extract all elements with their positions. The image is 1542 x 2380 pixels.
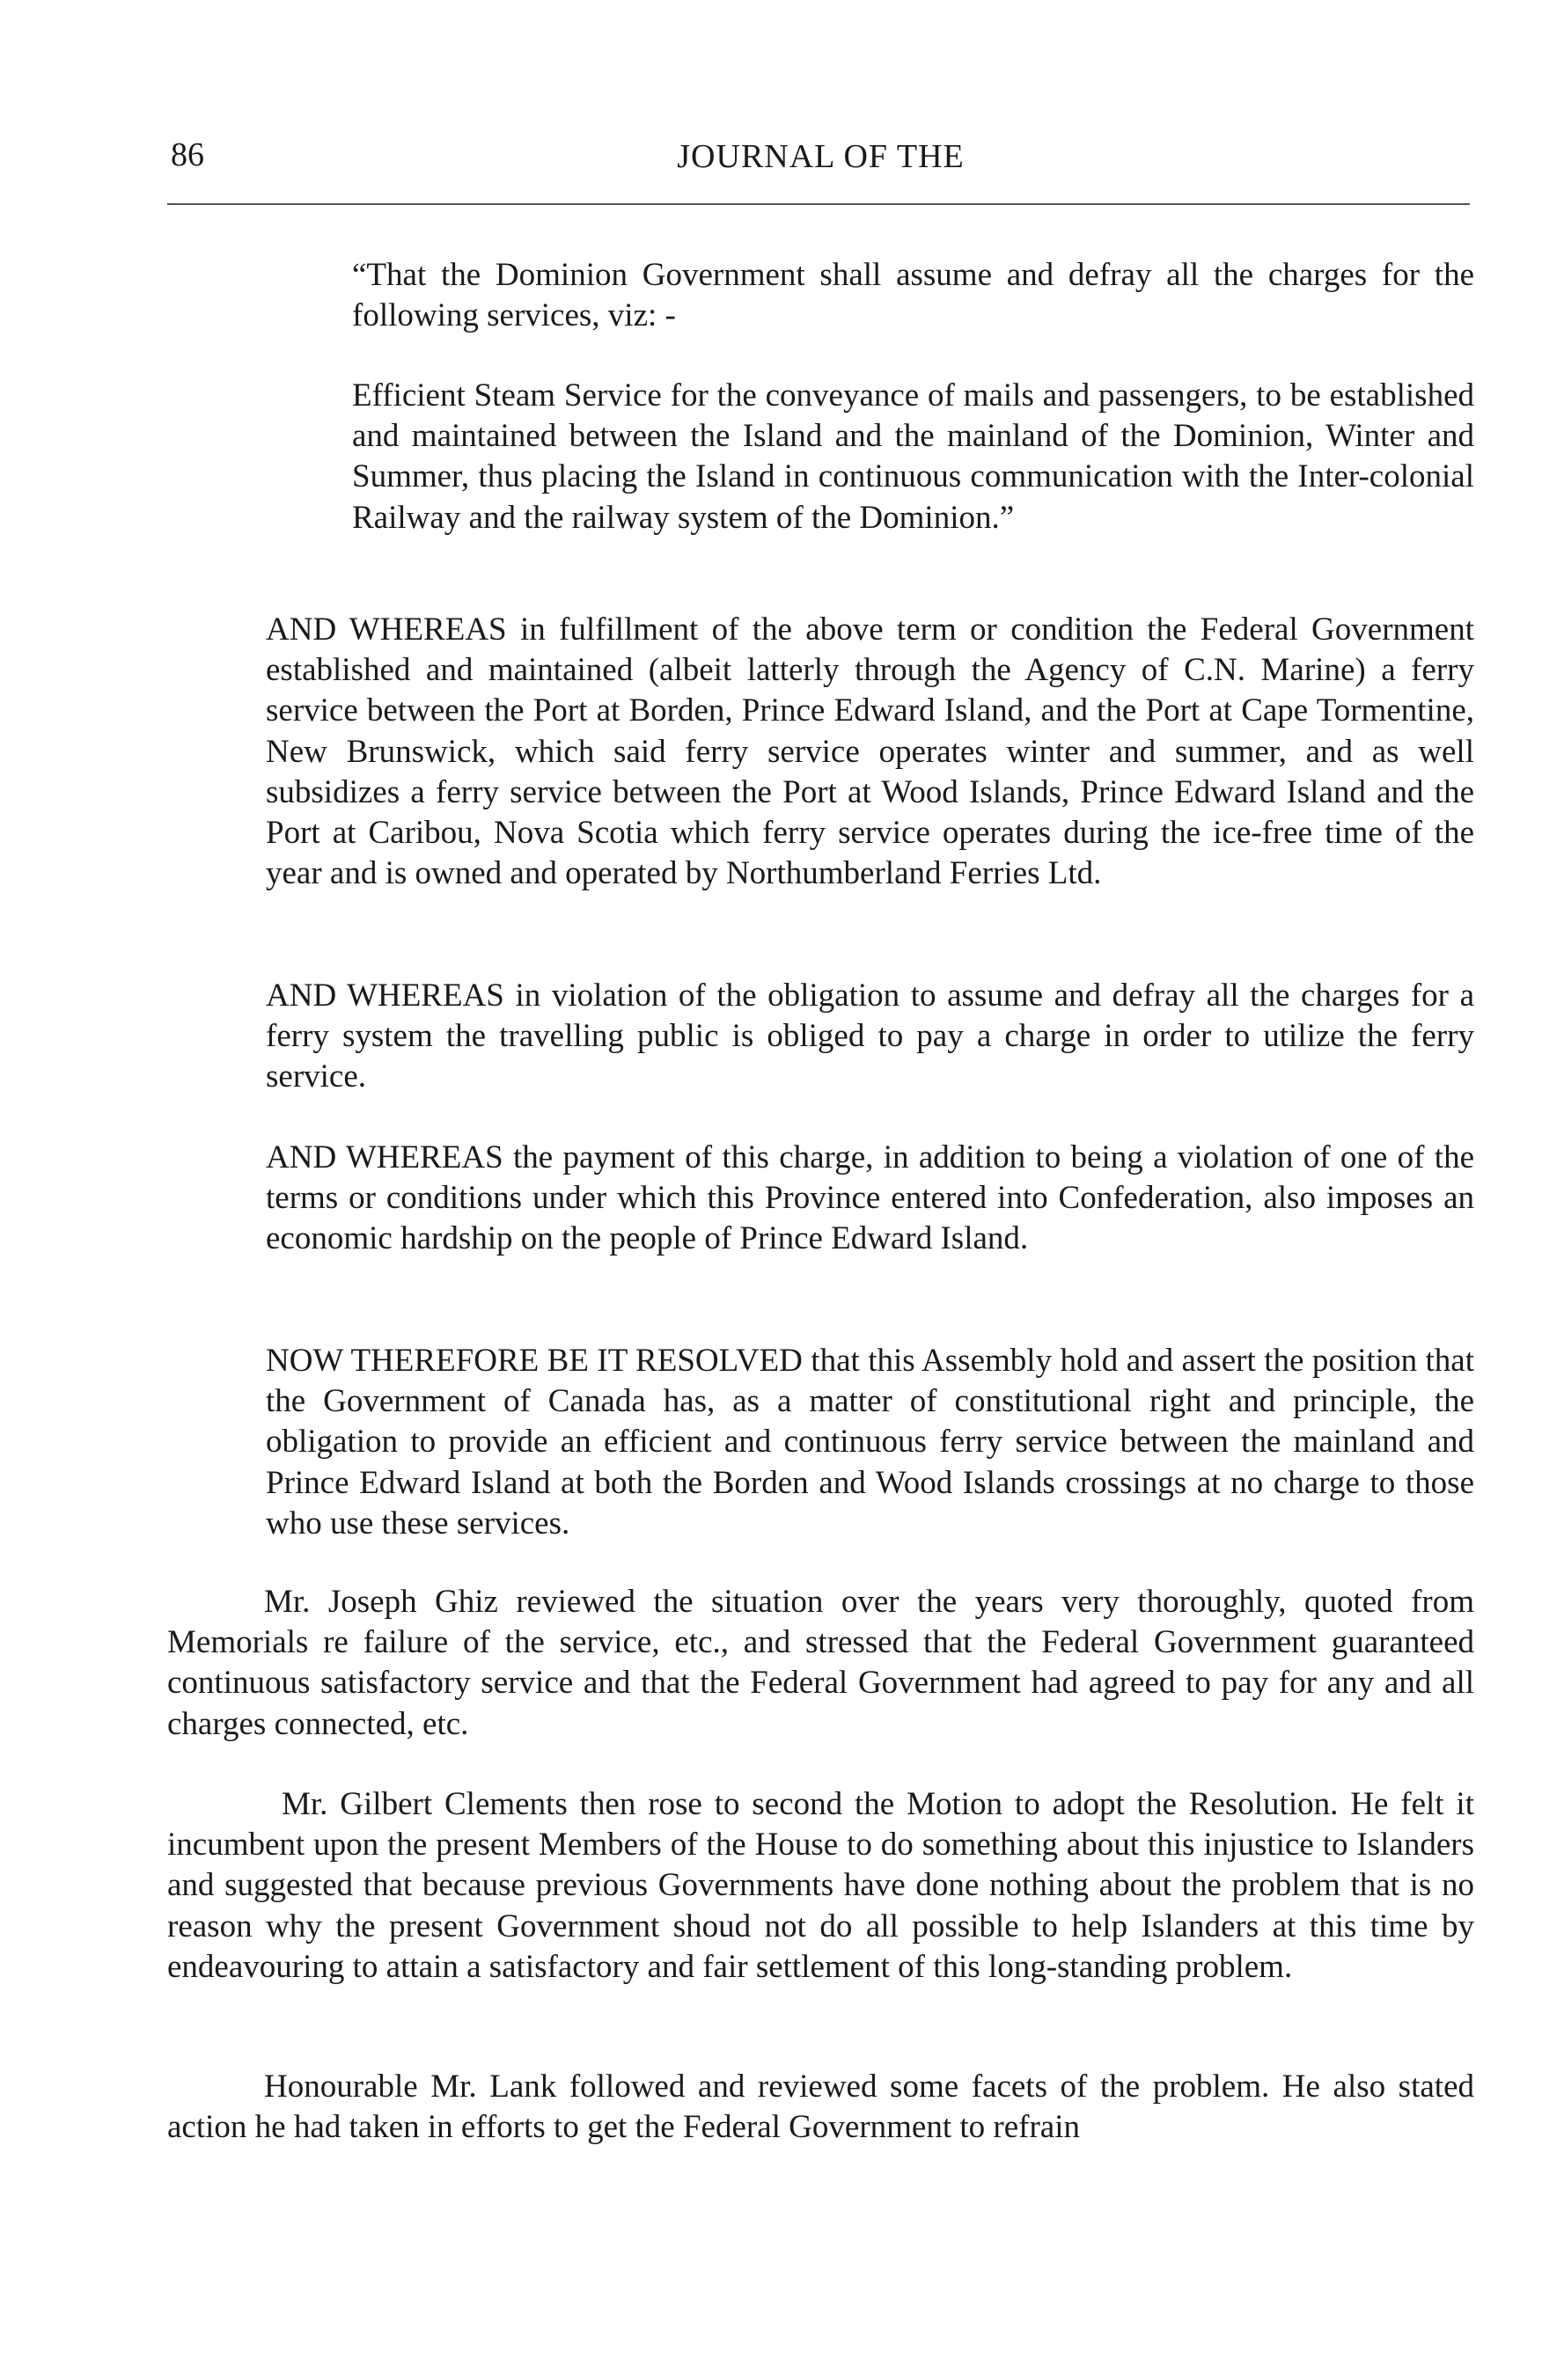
header-rule [167, 203, 1470, 205]
whereas-paragraph-1: AND WHEREAS in fulfillment of the above term or condition the Federal Government established and maintained (albeit latterly through the Agency of C.N. Marine) a ferry service between the Port at Borden, Prince Edward Island, and the Port at Cape Tormentine, New Brunswick, which said ferry service operates winter and summer, and as well subsidizes a ferry service between the Port at Wood Islands, Prince Edward Island and the Port at Caribou, Nova Scotia which ferry service operates during the ice-free time of the year and is owned and operated by Northumberland Ferries Ltd. [266, 611, 1474, 892]
quote-service: Efficient Steam Service for the conveyance of mails and passengers, to be established and maintained between the Island and the mainland of the Dominion, Winter and Summer, thus placing the Island in continuous communication with the Inter-colonial Railway and the railway system of the Dominion.” [352, 377, 1474, 536]
resolved-paragraph: NOW THEREFORE BE IT RESOLVED that this Assembly hold and assert the position that the Government of Canada has, as a matter of constitutional right and principle, the obligation to provide an efficient and continuous ferry service between the mainland and Prince Edward Island at both the Borden and Wood Islands crossings at no charge to those who use these services. [266, 1343, 1474, 1542]
clements-paragraph: Mr. Gilbert Clements then rose to second the Motion to adopt the Resolution. He felt it incumbent upon the present Members of the House to do something about this injustice to Islanders and suggested that because previous Governments have done nothing about the problem that is no reason why the present Government shoud not do all possible to help Islanders at this time by endeavouring to attain a satisfactory and fair settlement of this long-standing problem. [167, 1786, 1474, 1985]
ghiz-paragraph: Mr. Joseph Ghiz reviewed the situation over the years very thoroughly, quoted from Memorials re failure of the service, etc., and stressed that the Federal Government guaranteed continuous satisfactory service and that the Federal Government had agreed to pay for any and all charges connected, etc. [167, 1584, 1474, 1742]
running-head: JOURNAL OF THE [677, 138, 965, 175]
quote-intro: “That the Dominion Government shall assume and defray all the charges for the following services, viz: - [352, 257, 1474, 334]
page-header [167, 132, 1474, 202]
page-number: 86 [171, 136, 204, 173]
whereas-paragraph-3: AND WHEREAS the payment of this charge, in addition to being a violation of one of the terms or conditions under which this Province entered into Confederation, also imposes an economic hardship on the people of Prince Edward Island. [266, 1139, 1474, 1257]
whereas-paragraph-2: AND WHEREAS in violation of the obligation to assume and defray all the charges for a ferry system the travelling public is obliged to pay a charge in order to utilize the ferry service. [266, 978, 1474, 1095]
lank-paragraph: Honourable Mr. Lank followed and reviewed some facets of the problem. He also stated action he had taken in efforts to get the Federal Government to refrain [167, 2069, 1474, 2146]
